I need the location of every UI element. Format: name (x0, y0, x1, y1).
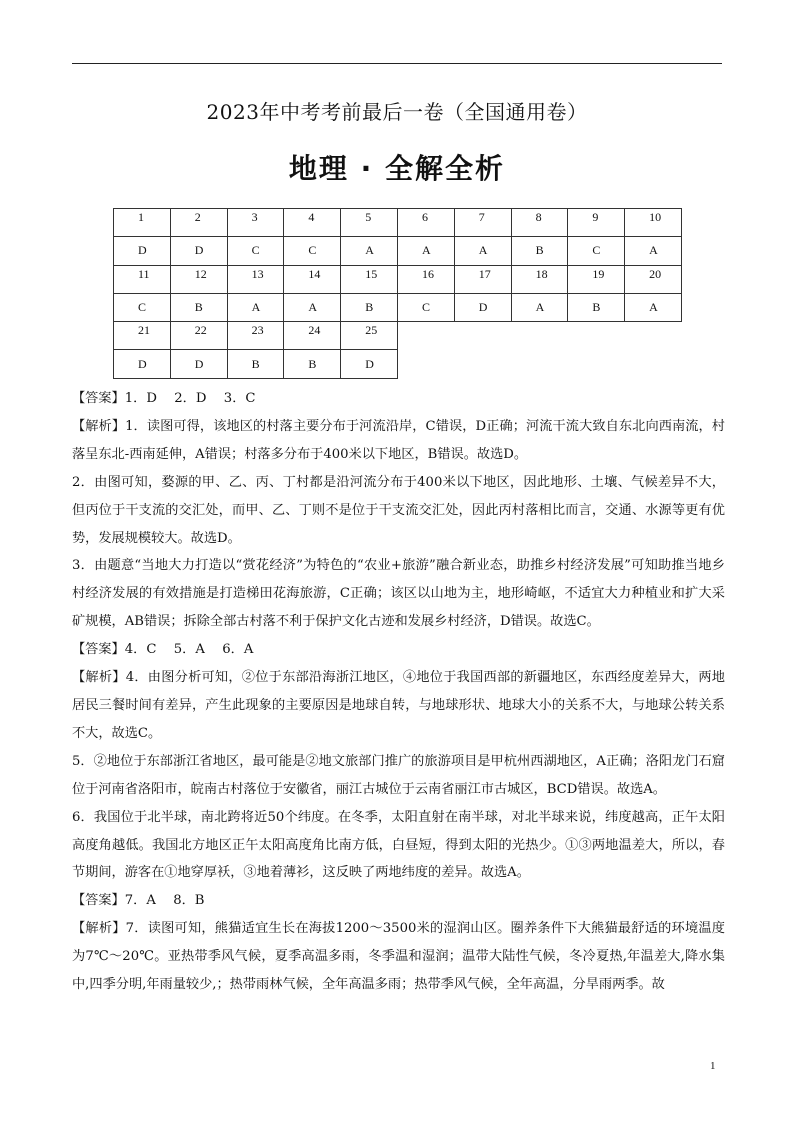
question-number-cell: 10 (625, 209, 682, 237)
question-number-cell: 19 (568, 265, 625, 293)
answer-cell: A (284, 293, 341, 321)
paragraph: 【答案】1．D 2．D 3．C (72, 391, 256, 406)
empty-cell (568, 322, 625, 350)
question-number-cell: 22 (170, 322, 227, 350)
answer-cell: C (227, 237, 284, 265)
empty-cell (397, 350, 454, 378)
answer-cell: A (227, 293, 284, 321)
paragraph: 【解析】4．由图分析可知，②位于东部沿海浙江地区，④地位于我国西部的新疆地区，东西经度差异大，两地居民三餐时间有差异，产生此现象的主要原因是地球自转，与地球形状、地球大小的关系不大，与地球公转关系不大，故选C。 (72, 670, 725, 741)
answer-cell: A (397, 237, 454, 265)
paragraph: 6．我国位于北半球，南北跨将近50个纬度。在冬季，太阳直射在南半球，对北半球来说，纬度越高，正午太阳高度角越低。我国北方地区正午太阳高度角比南方低，白昼短，得到太阳的光热少。①③两地温差大，所以，春节期间，游客在①地穿厚袄，③地着薄衫，这反映了两地纬度的差异。故选A。 (72, 809, 725, 881)
question-number-row (114, 209, 682, 237)
analysis-content (72, 385, 725, 999)
answer-cell: A (341, 237, 398, 265)
question-number-cell: 12 (170, 265, 227, 293)
question-number-cell: 17 (454, 265, 511, 293)
answer-row (114, 350, 682, 378)
answer-cell: A (454, 237, 511, 265)
document-subtitle: 地理 · 全解全析 (288, 152, 506, 185)
question-number-row (114, 265, 682, 293)
question-number-cell: 6 (397, 209, 454, 237)
paragraph: 【答案】7．A 8．B (72, 893, 205, 909)
paragraph: 2．由图可知，婺源的甲、乙、丙、丁村都是沿河流分布于400米以下地区，因此地形、土壤、气候差异不大，但丙位于干支流的交汇处，而甲、乙、丁则不是位于干支流交汇处，因此丙村落相比而言，交通、水源等更有优势，发展规模较大。故选D。 (72, 474, 725, 546)
answer-cell: A (625, 293, 682, 321)
question-number-row (114, 322, 682, 350)
answer-cell: D (114, 350, 171, 378)
empty-cell (454, 350, 511, 378)
question-number-cell: 20 (625, 265, 682, 293)
question-number-cell: 4 (284, 209, 341, 237)
answer-cell: D (170, 237, 227, 265)
answer-table (113, 208, 682, 379)
answer-cell: D (341, 350, 398, 378)
answer-cell: C (568, 237, 625, 265)
answer-cell: B (284, 350, 341, 378)
question-number-cell: 13 (227, 265, 284, 293)
question-number-cell: 16 (397, 265, 454, 293)
answer-cell: D (170, 350, 227, 378)
answer-cell: A (625, 237, 682, 265)
paragraph: 5．②地位于东部浙江省地区，最可能是②地文旅部门推广的旅游项目是甲杭州西湖地区，A正确；洛阳龙门石窟位于河南省洛阳市，皖南古村落位于安徽省，丽江古城位于云南省丽江市古城区，BCD错误。故选A。 (72, 753, 725, 797)
question-number-cell: 3 (227, 209, 284, 237)
paragraph: 3．由题意“当地大力打造以“赏花经济”为特色的“农业+旅游”融合新业态，助推乡村经济发展”可知助推当地乡村经济发展的有效措施是打造梯田花海旅游，C正确；该区以山地为主，地形崎岖，不适宜大力种植业和扩大采矿规模，AB错误；拆除全部古村落不利于保护文化古迹和发展乡村经济，D错误。故选C。 (72, 558, 725, 630)
answer-cell: B (511, 237, 568, 265)
answer-cell: B (170, 293, 227, 321)
question-number-cell: 18 (511, 265, 568, 293)
answer-cell: B (568, 293, 625, 321)
page-number: 1 (710, 1060, 716, 1072)
paragraph: 【答案】4．C 5．A 6．A (72, 642, 254, 658)
question-number-cell: 24 (284, 322, 341, 350)
empty-cell (454, 322, 511, 350)
question-number-cell: 1 (114, 209, 171, 237)
document-title: 2023年中考考前最后一卷（全国通用卷） (206, 100, 588, 124)
answer-row (114, 237, 682, 265)
paragraph: 【解析】7．读图可知，熊猫适宜生长在海拔1200～3500米的湿润山区。圈养条件下大熊猫最舒适的环境温度为7℃～20℃。亚热带季风气候，夏季高温多雨，冬季温和湿润；温带大陆性气候，冬冷夏热,年温差大,降水集中,四季分明,年雨量较少,；热带雨林气候，全年高温多雨；热带季风气候，全年高温，分旱雨两季。故 (72, 921, 725, 993)
question-number-cell: 5 (341, 209, 398, 237)
answer-cell: B (341, 293, 398, 321)
question-number-cell: 9 (568, 209, 625, 237)
question-number-cell: 15 (341, 265, 398, 293)
question-number-cell: 8 (511, 209, 568, 237)
answer-cell: B (227, 350, 284, 378)
answer-cell: D (454, 293, 511, 321)
empty-cell (397, 322, 454, 350)
question-number-cell: 23 (227, 322, 284, 350)
empty-cell (625, 350, 682, 378)
answer-cell: C (114, 293, 171, 321)
empty-cell (625, 322, 682, 350)
answer-cell: C (284, 237, 341, 265)
answer-cell: C (397, 293, 454, 321)
question-number-cell: 21 (114, 322, 171, 350)
answer-cell: D (114, 237, 171, 265)
question-number-cell: 14 (284, 265, 341, 293)
paragraph: 【解析】1．读图可得，该地区的村落主要分布于河流沿岸，C错误，D正确；河流干流大致自东北向西南流，村落呈东北-西南延伸，A错误；村落多分布于400米以下地区，B错误。故选D。 (72, 418, 725, 462)
answer-row (114, 293, 682, 321)
empty-cell (511, 322, 568, 350)
empty-cell (511, 350, 568, 378)
question-number-cell: 2 (170, 209, 227, 237)
question-number-cell: 7 (454, 209, 511, 237)
answer-cell: A (511, 293, 568, 321)
empty-cell (568, 350, 625, 378)
question-number-cell: 11 (114, 265, 171, 293)
header-rule (72, 63, 722, 64)
question-number-cell: 25 (341, 322, 398, 350)
